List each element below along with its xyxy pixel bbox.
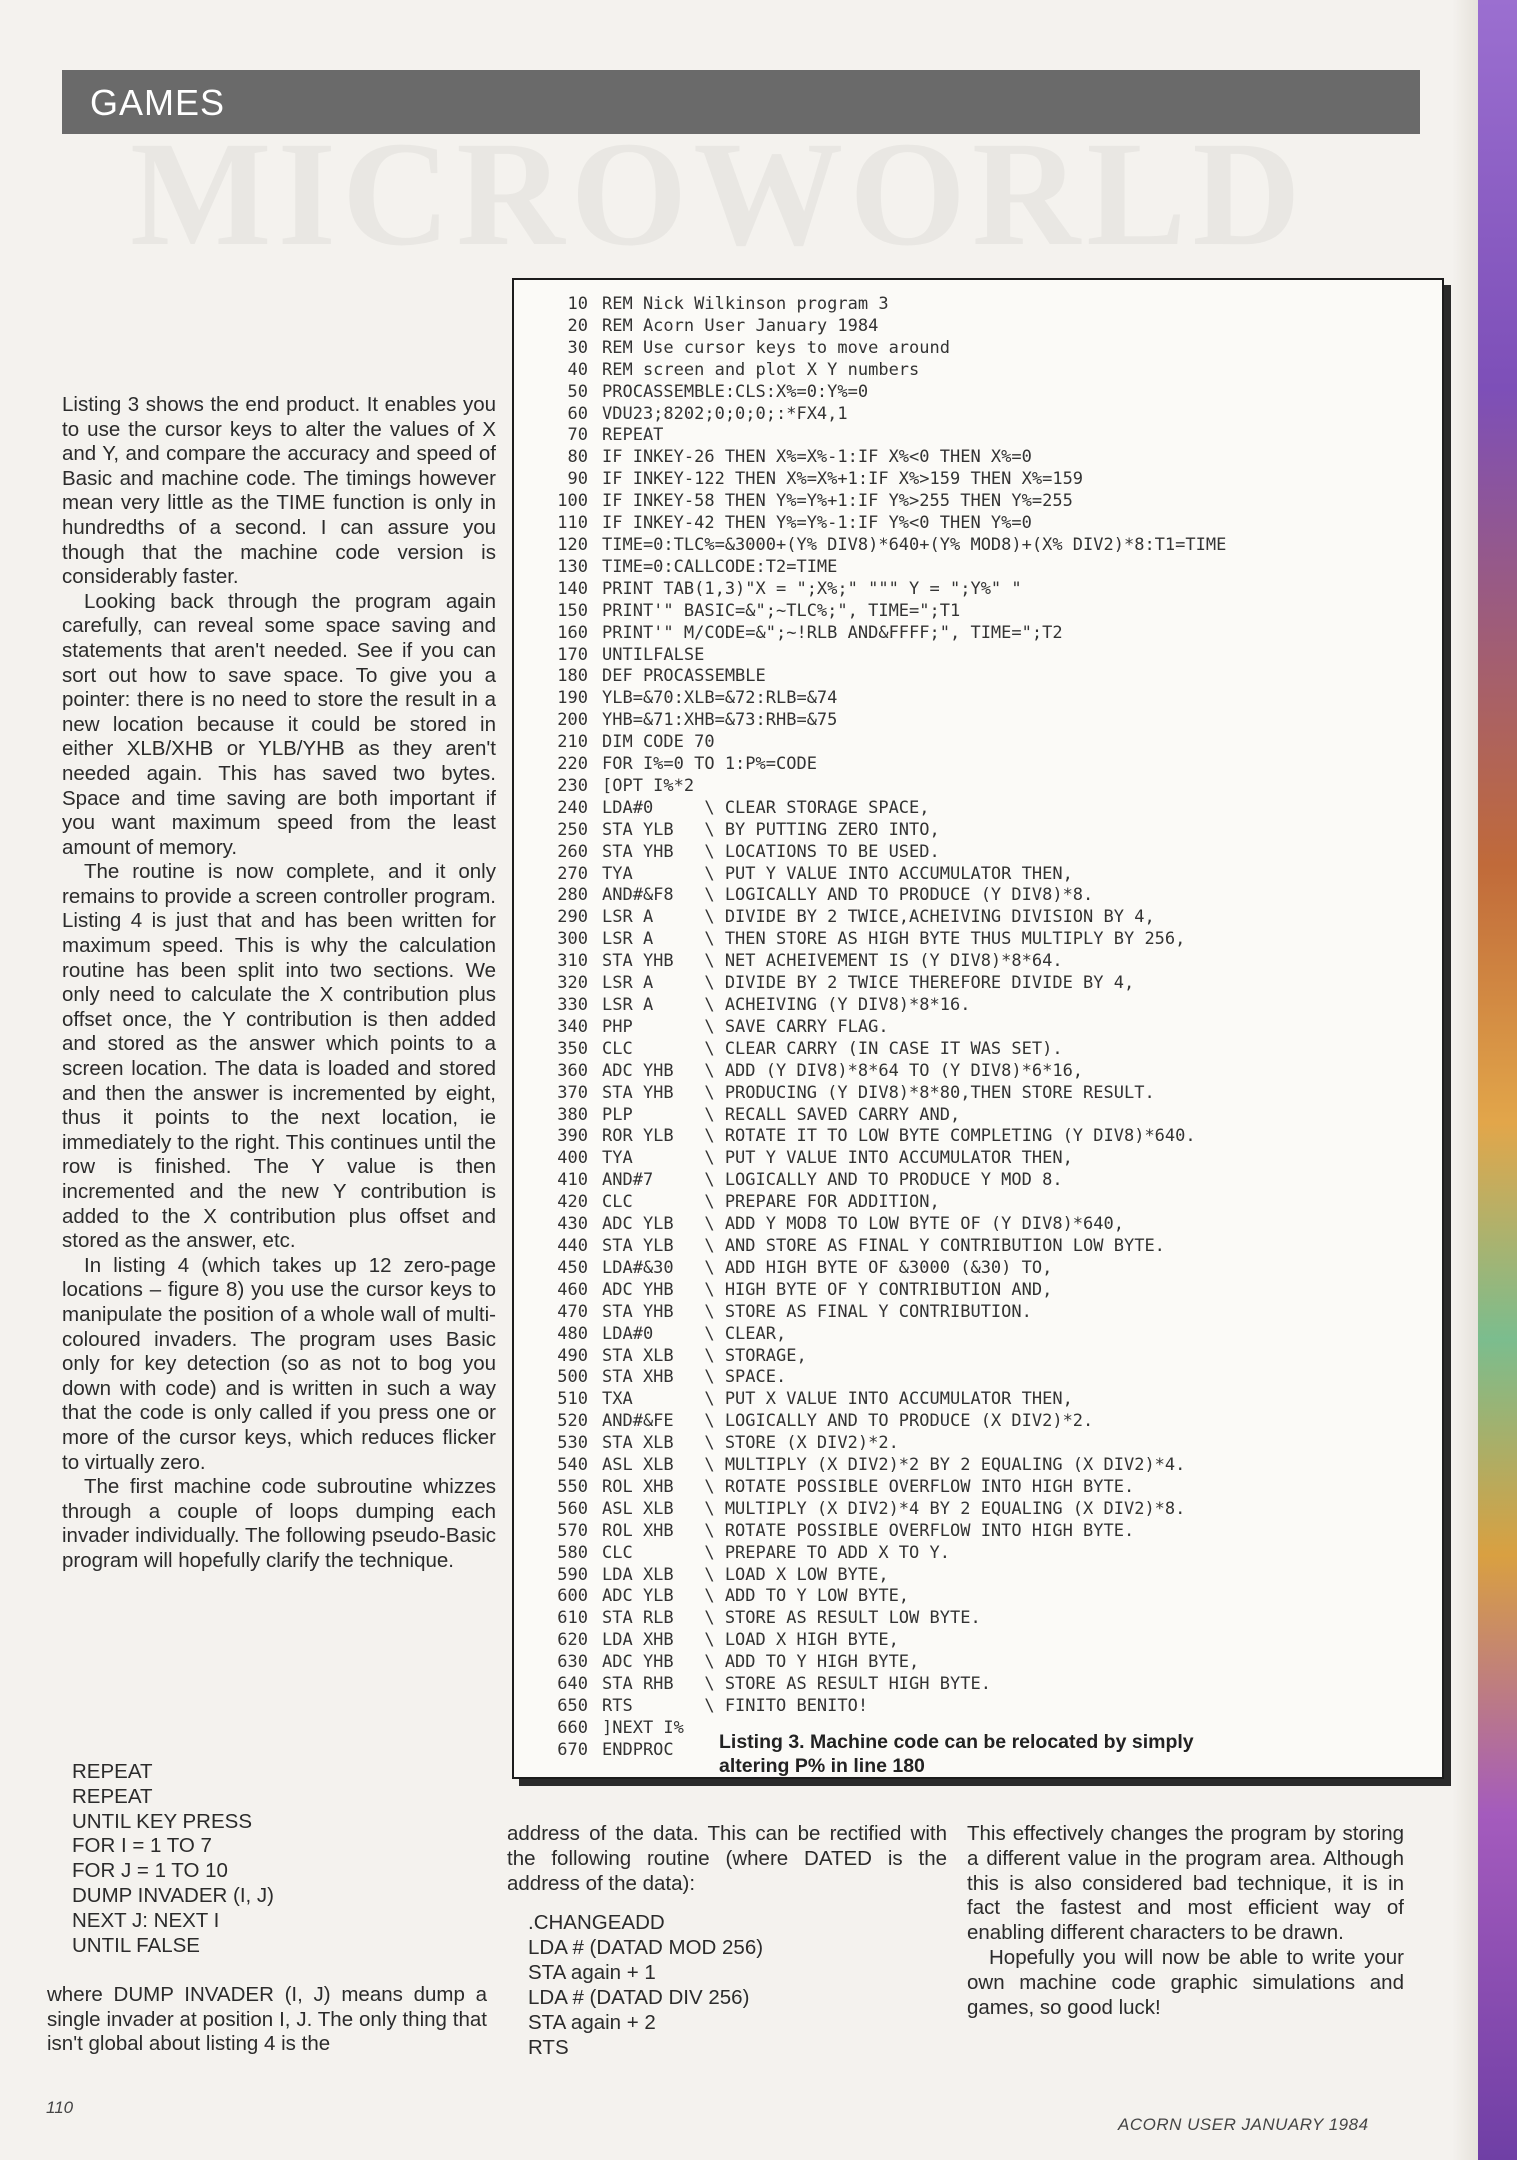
code-line	[532, 1521, 1412, 1543]
code-line	[532, 842, 1412, 864]
line-number: 190	[557, 688, 588, 709]
line-number: 400	[557, 1148, 588, 1169]
code-line	[532, 1346, 1412, 1368]
line-code: UNTILFALSE	[602, 644, 705, 665]
pseudo-code-line: FOR J = 1 TO 10	[72, 1859, 228, 1883]
line-number: 50	[567, 381, 588, 402]
line-code: TXA \ PUT X VALUE INTO ACCUMULATOR THEN,	[602, 1389, 1073, 1410]
line-number: 340	[557, 1016, 588, 1037]
code-line	[532, 425, 1412, 447]
line-number: 540	[557, 1455, 588, 1476]
pseudo-basic-code	[72, 1760, 492, 1958]
line-number: 580	[557, 1542, 588, 1563]
code-line	[532, 1652, 1412, 1674]
line-number: 150	[557, 600, 588, 621]
line-number: 270	[557, 863, 588, 884]
line-number: 650	[557, 1696, 588, 1716]
line-number: 200	[557, 710, 588, 731]
code-line	[532, 1433, 1412, 1455]
code-line	[532, 1017, 1412, 1039]
line-number: 560	[557, 1498, 588, 1519]
line-number: 310	[557, 951, 588, 972]
line-number: 660	[557, 1717, 588, 1738]
line-number: 470	[557, 1301, 588, 1322]
line-code: DEF PROCASSEMBLE	[602, 666, 766, 687]
code-line	[532, 382, 1412, 404]
line-code: REM Acorn User January 1984	[602, 315, 879, 336]
line-code: TYA \ PUT Y VALUE INTO ACCUMULATOR THEN,	[602, 863, 1073, 884]
page-gutter	[1452, 0, 1478, 2160]
pseudo-code-line: FOR I = 1 TO 7	[72, 1834, 212, 1858]
line-number: 670	[557, 1739, 588, 1760]
right-column	[967, 1822, 1404, 2020]
line-number: 630	[557, 1652, 588, 1673]
paragraph: Hopefully you will now be able to write your own machine code graphic simulations and games, so good luck!	[967, 1945, 1404, 2019]
line-code: TYA \ PUT Y VALUE INTO ACCUMULATOR THEN,	[602, 1148, 1073, 1169]
line-number: 330	[557, 995, 588, 1015]
code-line	[532, 645, 1412, 667]
line-number: 40	[567, 359, 588, 380]
line-code: VDU23;8202;0;0;0;:*FX4,1	[602, 403, 848, 424]
code-line	[532, 1630, 1412, 1652]
code-line	[532, 1499, 1412, 1521]
paragraph: The routine is now complete, and it only remains to provide a screen controller program. Listing 4 is just that and has been written for maximum speed. This is why the calculation routine has been split into two sections. We only need to calculate the X contribution plus offset once, the Y contribution is then added and stored as the answer which points to a screen location. The data is loaded and stored and then the answer is incremented by eight, thus it points to the next location, ie immediately to the right. This continues until the row is finished. The Y value is then incremented and the new Y contribution is added to the X contribution plus offset and stored as the answer, etc.	[62, 860, 496, 1253]
line-number: 480	[557, 1323, 588, 1344]
line-code: DIM CODE 70	[602, 732, 715, 753]
asm-line: LDA # (DATAD MOD 256)	[528, 1936, 764, 1959]
code-line	[532, 1586, 1412, 1608]
pseudo-code-line: UNTIL FALSE	[72, 1933, 200, 1957]
paragraph: Looking back through the program again carefully, can reveal some space saving and statements that aren't needed. See if you can sort out how to save space. To give you a pointer: there is no need to store the result in a new location because it could be stored in either XLB/XHB or YLB/YHB as they aren't needed again. This has saved two bytes. Space and time saving are both important if you want maximum speed from the least amount of memory.	[62, 589, 496, 859]
line-code: STA XHB \ SPACE.	[602, 1367, 787, 1388]
line-number: 510	[557, 1389, 588, 1410]
code-line	[532, 1302, 1412, 1324]
line-number: 600	[557, 1586, 588, 1607]
line-code: YLB=&70:XLB=&72:RLB=&74	[602, 688, 838, 709]
code-line	[532, 1280, 1412, 1302]
line-code: PROCASSEMBLE:CLS:X%=0:Y%=0	[602, 381, 869, 402]
line-code: AND#&F8 \ LOGICALLY AND TO PRODUCE (Y DIV8)*8.	[602, 885, 1094, 906]
code-line	[532, 1170, 1412, 1192]
code-line	[532, 1565, 1412, 1587]
code-line	[532, 404, 1412, 426]
code-line	[532, 1061, 1412, 1083]
code-line	[532, 1324, 1412, 1346]
line-number: 250	[557, 819, 588, 840]
line-code: AND#&FE \ LOGICALLY AND TO PRODUCE (X DIV2)*2.	[602, 1411, 1094, 1432]
line-number: 10	[567, 294, 588, 314]
line-number: 160	[557, 622, 588, 643]
code-line	[532, 666, 1412, 688]
line-code: IF INKEY-122 THEN X%=X%+1:IF X%>159 THEN X%=159	[602, 469, 1084, 490]
line-code: LSR A \ DIVIDE BY 2 TWICE,ACHEIVING DIVISION BY 4,	[602, 907, 1155, 928]
line-code: REM Nick Wilkinson program 3	[602, 294, 889, 314]
code-line	[532, 1148, 1412, 1170]
code-line	[532, 1674, 1412, 1696]
line-number: 620	[557, 1630, 588, 1651]
running-footer: ACORN USER JANUARY 1984	[1118, 2115, 1369, 2134]
line-code: ROL XHB \ ROTATE POSSIBLE OVERFLOW INTO HIGH BYTE.	[602, 1476, 1135, 1497]
code-line	[532, 557, 1412, 579]
line-code: STA YLB \ AND STORE AS FINAL Y CONTRIBUTION LOW BYTE.	[602, 1235, 1165, 1256]
line-number: 100	[557, 491, 588, 512]
asm-line: STA again + 2	[528, 2011, 656, 2034]
line-number: 590	[557, 1564, 588, 1585]
line-code: STA RHB \ STORE AS RESULT HIGH BYTE.	[602, 1674, 991, 1695]
line-code: ASL XLB \ MULTIPLY (X DIV2)*4 BY 2 EQUALING (X DIV2)*8.	[602, 1498, 1186, 1519]
code-line	[532, 1477, 1412, 1499]
line-code: ROR YLB \ ROTATE IT TO LOW BYTE COMPLETING (Y DIV8)*640.	[602, 1126, 1196, 1147]
line-code: ]NEXT I%	[602, 1717, 684, 1738]
code-line	[532, 973, 1412, 995]
code-line	[532, 754, 1412, 776]
code-line	[532, 1608, 1412, 1630]
asm-line: .CHANGEADD	[528, 1911, 665, 1934]
pseudo-code-line: REPEAT	[72, 1784, 153, 1808]
code-line	[532, 776, 1412, 798]
line-code: ASL XLB \ MULTIPLY (X DIV2)*2 BY 2 EQUALING (X DIV2)*4.	[602, 1455, 1186, 1476]
code-line	[532, 1083, 1412, 1105]
paragraph: In listing 4 (which takes up 12 zero-page locations – figure 8) you use the cursor keys to manipulate the position of a whole wall of multi-coloured invaders. The program uses Basic only for key detection (so as not to bog you down with code) and is written in such a way that the code is only called if you press one or more of the cursor keys, which reduces flicker to virtually zero.	[62, 1253, 496, 1474]
line-code: FOR I%=0 TO 1:P%=CODE	[602, 754, 817, 775]
line-number: 210	[557, 732, 588, 753]
line-number: 290	[557, 907, 588, 928]
line-number: 350	[557, 1038, 588, 1059]
facing-page-edge	[1478, 0, 1517, 2160]
line-code: ADC YLB \ ADD Y MOD8 TO LOW BYTE OF (Y DIV8)*640,	[602, 1214, 1124, 1235]
code-line	[532, 1258, 1412, 1280]
code-line	[532, 447, 1412, 469]
page-number: 110	[46, 2098, 74, 2117]
line-code: STA RLB \ STORE AS RESULT LOW BYTE.	[602, 1608, 981, 1629]
line-code: ENDPROC	[602, 1739, 674, 1760]
asm-line: LDA # (DATAD DIV 256)	[528, 1986, 750, 2009]
line-code: REM Use cursor keys to move around	[602, 337, 950, 358]
code-line	[532, 1455, 1412, 1477]
code-line	[532, 710, 1412, 732]
code-line	[532, 1192, 1412, 1214]
line-number: 390	[557, 1126, 588, 1147]
line-number: 360	[557, 1060, 588, 1081]
listing-3-box	[512, 278, 1444, 1779]
code-line	[532, 535, 1412, 557]
line-code: STA YLB \ BY PUTTING ZERO INTO,	[602, 819, 940, 840]
line-code: [OPT I%*2	[602, 775, 695, 796]
line-code: PRINT TAB(1,3)"X = ";X%;" """ Y = ";Y%" "	[602, 578, 1022, 599]
line-code: PLP \ RECALL SAVED CARRY AND,	[602, 1104, 961, 1125]
line-number: 110	[557, 513, 588, 534]
middle-column	[507, 1822, 947, 1896]
line-code: CLC \ PREPARE TO ADD X TO Y.	[602, 1542, 950, 1563]
code-line	[532, 294, 1412, 316]
line-number: 260	[557, 841, 588, 862]
paragraph: address of the data. This can be rectified with the following routine (where DATED is the address of the data):	[507, 1822, 947, 1895]
line-number: 320	[557, 973, 588, 994]
line-code: LDA#0 \ CLEAR STORAGE SPACE,	[602, 797, 930, 818]
line-code: STA YHB \ PRODUCING (Y DIV8)*8*80,THEN STORE RESULT.	[602, 1082, 1155, 1103]
section-header-bar	[62, 70, 1420, 134]
line-code: ADC YHB \ HIGH BYTE OF Y CONTRIBUTION AND,	[602, 1279, 1053, 1300]
code-line	[532, 798, 1412, 820]
line-number: 420	[557, 1192, 588, 1213]
code-line	[532, 1543, 1412, 1565]
code-line	[532, 338, 1412, 360]
code-line	[532, 1367, 1412, 1389]
line-code: LDA#0 \ CLEAR,	[602, 1323, 787, 1344]
program-listing	[532, 294, 1412, 1762]
left-column-closing	[47, 1983, 487, 2057]
code-line	[532, 469, 1412, 491]
section-title: GAMES	[90, 82, 226, 123]
line-number: 550	[557, 1476, 588, 1497]
code-line	[532, 864, 1412, 886]
code-line	[532, 1411, 1412, 1433]
asm-line: STA again + 1	[528, 1961, 656, 1984]
line-code: CLC \ CLEAR CARRY (IN CASE IT WAS SET).	[602, 1038, 1063, 1059]
listing-caption: Listing 3. Machine code can be relocated by simply altering P% in line 180	[719, 1731, 1194, 1777]
code-line	[532, 513, 1412, 535]
line-code: LSR A \ DIVIDE BY 2 TWICE THEREFORE DIVIDE BY 4,	[602, 973, 1135, 994]
code-line	[532, 1236, 1412, 1258]
line-code: LDA XHB \ LOAD X HIGH BYTE,	[602, 1630, 899, 1651]
line-number: 120	[557, 534, 588, 555]
line-code: LDA#&30 \ ADD HIGH BYTE OF &3000 (&30) TO,	[602, 1257, 1053, 1278]
line-number: 230	[557, 775, 588, 796]
line-code: STA XLB \ STORAGE,	[602, 1345, 807, 1366]
code-line	[532, 732, 1412, 754]
code-line	[532, 316, 1412, 338]
line-code: PHP \ SAVE CARRY FLAG.	[602, 1016, 889, 1037]
code-line	[532, 1039, 1412, 1061]
line-code: ADC YHB \ ADD (Y DIV8)*8*64 TO (Y DIV8)*6*16,	[602, 1060, 1084, 1081]
line-code: REPEAT	[602, 425, 664, 446]
paragraph: This effectively changes the program by storing a different value in the program area. Although this is also considered bad technique, it is in fact the fastest and most efficient way of enabling different characters to be drawn.	[967, 1822, 1404, 1945]
line-number: 450	[557, 1257, 588, 1278]
line-code: AND#7 \ LOGICALLY AND TO PRODUCE Y MOD 8.	[602, 1170, 1063, 1191]
line-code: IF INKEY-26 THEN X%=X%-1:IF X%<0 THEN X%=0	[602, 447, 1032, 468]
line-number: 490	[557, 1345, 588, 1366]
line-number: 410	[557, 1170, 588, 1191]
line-number: 570	[557, 1520, 588, 1541]
pseudo-code-line: REPEAT	[72, 1760, 153, 1783]
left-column	[62, 393, 496, 1574]
line-code: LSR A \ THEN STORE AS HIGH BYTE THUS MULTIPLY BY 256,	[602, 929, 1186, 950]
line-number: 130	[557, 556, 588, 577]
line-number: 370	[557, 1082, 588, 1103]
line-code: STA YHB \ NET ACHEIVEMENT IS (Y DIV8)*8*64.	[602, 951, 1063, 972]
line-number: 20	[567, 315, 588, 336]
code-line	[532, 623, 1412, 645]
line-number: 90	[567, 469, 588, 490]
code-line	[532, 360, 1412, 382]
line-number: 180	[557, 666, 588, 687]
code-line	[532, 491, 1412, 513]
line-code: ROL XHB \ ROTATE POSSIBLE OVERFLOW INTO HIGH BYTE.	[602, 1520, 1135, 1541]
line-number: 640	[557, 1674, 588, 1695]
assembly-routine	[528, 1910, 928, 2060]
line-number: 280	[557, 885, 588, 906]
code-line	[532, 885, 1412, 907]
pseudo-code-line: UNTIL KEY PRESS	[72, 1809, 253, 1833]
line-number: 170	[557, 644, 588, 665]
line-code: CLC \ PREPARE FOR ADDITION,	[602, 1192, 940, 1213]
code-line	[532, 1126, 1412, 1148]
paragraph: where DUMP INVADER (I, J) means dump a single invader at position I, J. The only thing that isn't global about listing 4 is the	[47, 1983, 487, 2056]
line-number: 380	[557, 1104, 588, 1125]
line-code: ADC YLB \ ADD TO Y LOW BYTE,	[602, 1586, 910, 1607]
code-line	[532, 1389, 1412, 1411]
line-number: 60	[567, 403, 588, 424]
line-number: 240	[557, 797, 588, 818]
line-number: 300	[557, 929, 588, 950]
line-code: STA YHB \ STORE AS FINAL Y CONTRIBUTION.	[602, 1301, 1032, 1322]
code-line	[532, 601, 1412, 623]
code-line	[532, 820, 1412, 842]
line-number: 500	[557, 1367, 588, 1388]
code-line	[532, 1105, 1412, 1127]
line-code: REM screen and plot X Y numbers	[602, 359, 920, 380]
line-code: STA YHB \ LOCATIONS TO BE USED.	[602, 841, 940, 862]
line-code: STA XLB \ STORE (X DIV2)*2.	[602, 1433, 899, 1454]
code-line	[532, 579, 1412, 601]
line-code: IF INKEY-42 THEN Y%=Y%-1:IF Y%<0 THEN Y%=0	[602, 513, 1032, 534]
line-number: 140	[557, 578, 588, 599]
line-number: 70	[567, 425, 588, 446]
line-number: 520	[557, 1411, 588, 1432]
code-line	[532, 907, 1412, 929]
code-line	[532, 1696, 1412, 1718]
line-number: 430	[557, 1214, 588, 1235]
paragraph: Listing 3 shows the end product. It enables you to use the cursor keys to alter the values of X and Y, and compare the accuracy and speed of Basic and machine code. The timings however mean very little as the TIME function is only in hundredths of a second. I can assure you though that the machine code version is considerably faster.	[62, 393, 496, 589]
line-code: LDA XLB \ LOAD X LOW BYTE,	[602, 1564, 889, 1585]
line-number: 220	[557, 754, 588, 775]
line-code: LSR A \ ACHEIVING (Y DIV8)*8*16.	[602, 995, 971, 1015]
line-number: 460	[557, 1279, 588, 1300]
line-number: 30	[567, 337, 588, 358]
line-number: 530	[557, 1433, 588, 1454]
code-line	[532, 929, 1412, 951]
code-line	[532, 995, 1412, 1017]
line-number: 440	[557, 1235, 588, 1256]
pseudo-code-line: DUMP INVADER (I, J)	[72, 1883, 274, 1907]
asm-line: RTS	[528, 2036, 569, 2059]
line-code: TIME=0:TLC%=&3000+(Y% DIV8)*640+(Y% MOD8)+(X% DIV2)*8:T1=TIME	[602, 534, 1227, 555]
line-code: ADC YHB \ ADD TO Y HIGH BYTE,	[602, 1652, 920, 1673]
line-code: TIME=0:CALLCODE:T2=TIME	[602, 556, 838, 577]
line-code: IF INKEY-58 THEN Y%=Y%+1:IF Y%>255 THEN Y%=255	[602, 491, 1073, 512]
line-number: 80	[567, 447, 588, 468]
line-number: 610	[557, 1608, 588, 1629]
line-code: YHB=&71:XHB=&73:RHB=&75	[602, 710, 838, 731]
line-code: PRINT'" M/CODE=&";~!RLB AND&FFFF;", TIME=";T2	[602, 622, 1063, 643]
code-line	[532, 951, 1412, 973]
pseudo-code-line: NEXT J: NEXT I	[72, 1908, 220, 1932]
line-code: RTS \ FINITO BENITO!	[602, 1696, 869, 1716]
code-line	[532, 688, 1412, 710]
code-line	[532, 1214, 1412, 1236]
paragraph: The first machine code subroutine whizzes through a couple of loops dumping each invader individually. The following pseudo-Basic program will hopefully clarify the technique.	[62, 1475, 496, 1572]
line-code: PRINT'" BASIC=&";~TLC%;", TIME=";T1	[602, 600, 961, 621]
